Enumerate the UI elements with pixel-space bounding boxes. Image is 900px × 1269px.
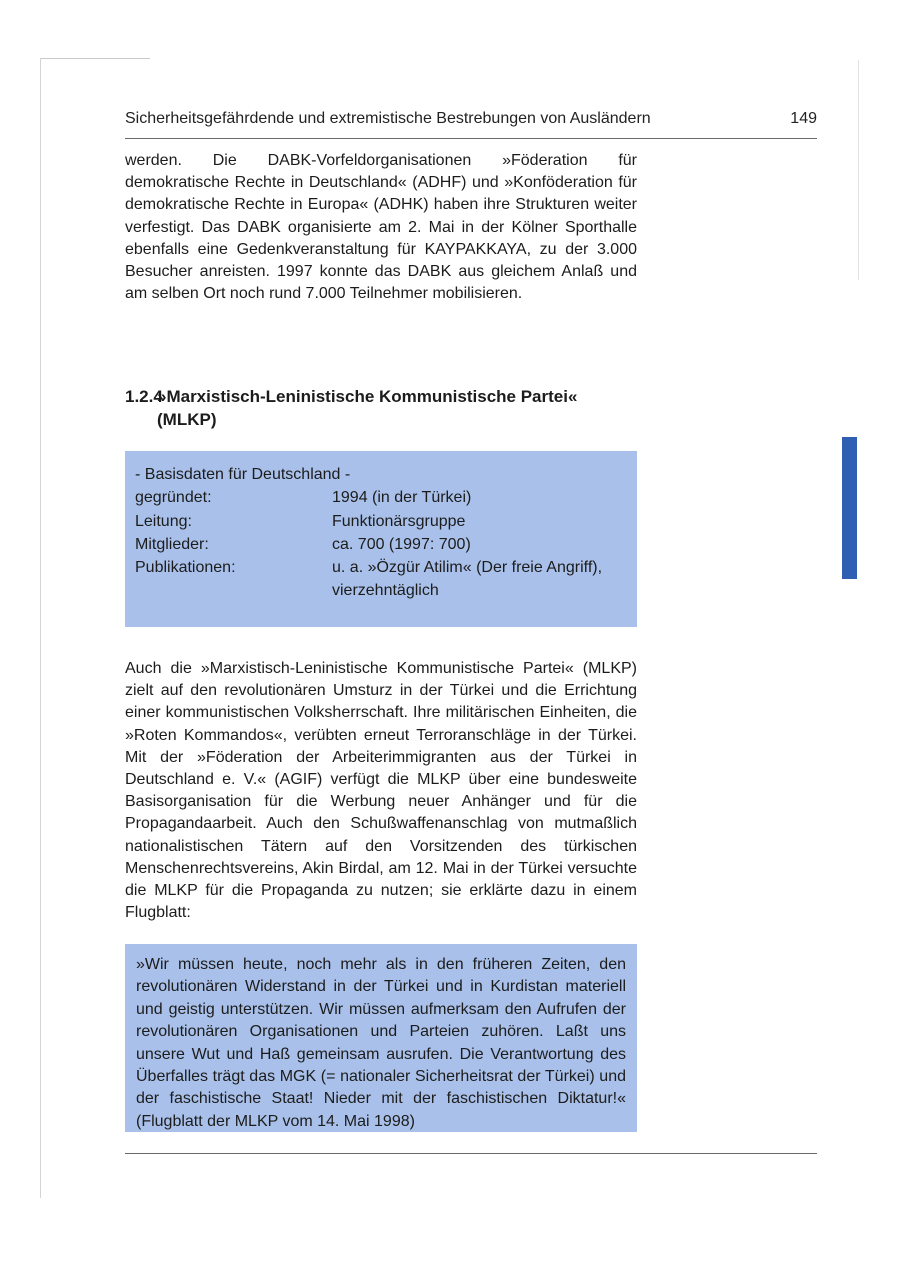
basisdaten-row: [135, 486, 627, 509]
basisdaten-row: [135, 533, 627, 556]
quote-box: [125, 944, 637, 1132]
page-frame-right-edge: [858, 60, 859, 280]
basisdaten-label: Publikationen:: [135, 559, 236, 577]
chapter-side-marker: [842, 437, 857, 579]
basisdaten-value: ca. 700 (1997: 700): [332, 535, 471, 553]
section-title-line1: »Marxistisch-Leninistische Kommunistische Partei«: [157, 387, 578, 406]
page-number: 149: [790, 110, 817, 127]
page-frame-left-edge: [40, 58, 41, 1198]
quote-text: »Wir müssen heute, noch mehr als in den früheren Zeiten, den revolutionären Widerstand in der Türkei und in Kurdistan materiell und geistig unterstützen. Wir müssen aufmerksam den Aufrufen der revolutionären Organisationen und Parteien zuhören. Laßt uns unsere Wut und Haß gemeinsam ausrufen. Die Verantwortung des Überfalles trägt das MGK (= nationaler Sicherheitsrat der Türkei) und der faschistische Staat! Nieder mit der faschistischen Diktatur!«: [136, 956, 626, 1108]
section-title-line2: (MLKP): [157, 410, 217, 429]
basisdaten-row: [135, 510, 627, 533]
page-frame-top-edge: [40, 58, 150, 59]
footer-rule: [125, 1153, 817, 1154]
basisdaten-row: [135, 556, 627, 603]
section-heading: [125, 385, 645, 431]
basisdaten-value: 1994 (in der Türkei): [332, 489, 472, 507]
basisdaten-box: [125, 451, 637, 627]
basisdaten-label: gegründet:: [135, 489, 212, 507]
basisdaten-label: Mitglieder:: [135, 535, 209, 553]
quote-source: (Flugblatt der MLKP vom 14. Mai 1998): [136, 1112, 415, 1130]
page-header: [125, 110, 817, 139]
running-title: Sicherheitsgefährdende und extremistische Bestrebungen von Ausländern: [125, 110, 651, 127]
paragraph-dabk: werden. Die DABK-Vorfeldorganisationen »Föderation für demokratische Rechte in Deutschland« (ADHF) und »Konföderation für demokratische Rechte in Europa« (ADHK) haben ihre Strukturen weiter verfestigt. Das DABK organisierte am 2. Mai in der Kölner Sporthalle ebenfalls eine Gedenkveranstaltung für KAYPAKKAYA, zu der 3.000 Besucher anreisten. 1997 konnte das DABK aus gleichem Anlaß und am selben Ort noch rund 7.000 Teilnehmer mobilisieren.: [125, 152, 637, 303]
basisdaten-value: Funktionärsgruppe: [332, 512, 466, 530]
section-number: 1.2.4: [125, 387, 163, 406]
basisdaten-value: u. a. »Özgür Atilim« (Der freie Angriff), vierzehntäglich: [332, 559, 603, 600]
basisdaten-heading: - Basisdaten für Deutschland -: [135, 466, 351, 483]
basisdaten-label: Leitung:: [135, 512, 192, 530]
paragraph-mlkp: Auch die »Marxistisch-Leninistische Kommunistische Partei« (MLKP) zielt auf den revolutionären Umsturz in der Türkei und die Errichtung einer kommunistischen Volksherrschaft. Ihre militärischen Einheiten, die »Roten Kommandos«, verübten erneut Terroranschläge in der Türkei. Mit der »Föderation der Arbeiterimmigranten aus der Türkei in Deutschland e. V.« (AGIF) verfügt die MLKP über eine bundesweite Basisorganisation für die Werbung neuer Anhänger und für die Propagandaarbeit. Auch den Schußwaffenanschlag von mutmaßlich nationalistischen Tätern auf den Vorsitzenden des türkischen Menschenrechtsvereins, Akin Birdal, am 12. Mai in der Türkei versuchte die MLKP für die Propaganda zu nutzen; sie erklärte dazu in einem Flugblatt:: [125, 660, 637, 922]
